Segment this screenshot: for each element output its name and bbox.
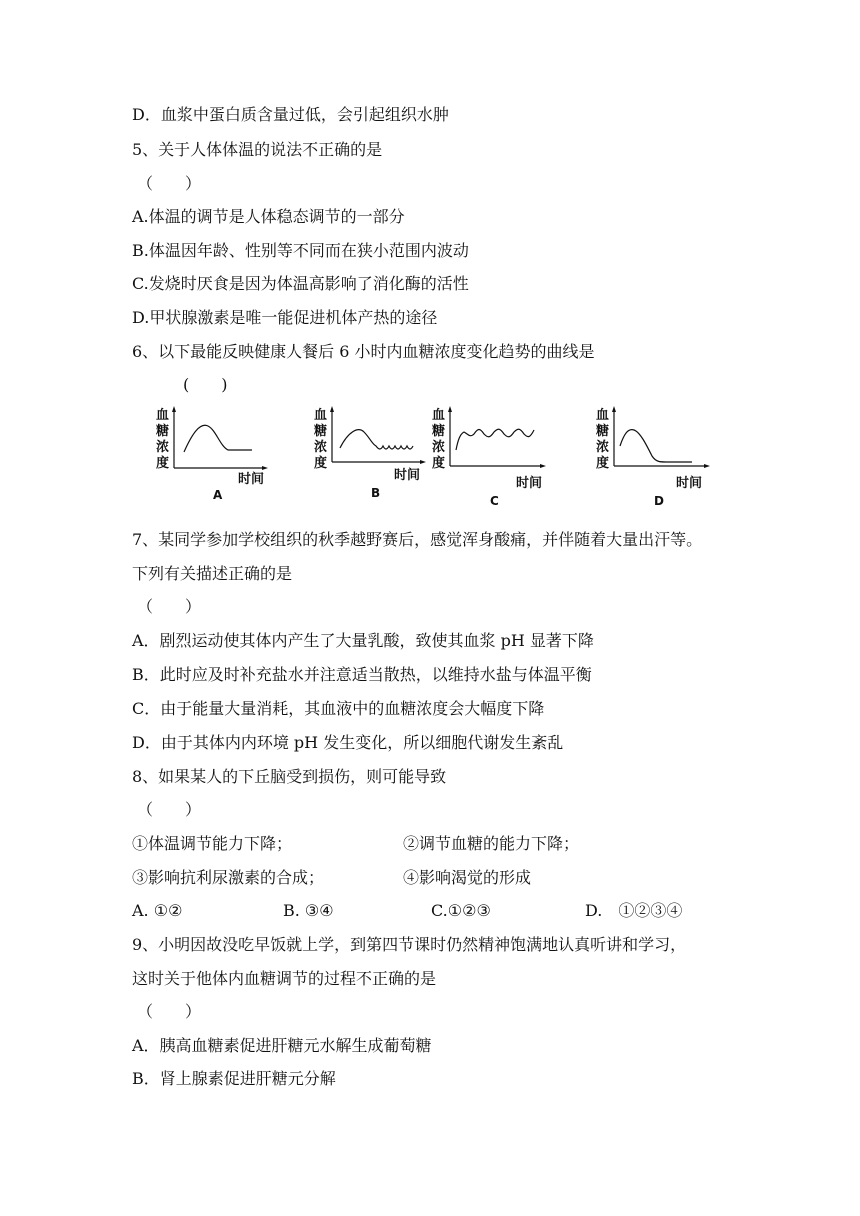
q9-answer-blank: （ ） [137, 1002, 202, 1021]
q7-stem-line1: 7、某同学参加学校组织的秋季越野赛后，感觉浑身酸痛，并伴随着大量出汗等。 [132, 530, 703, 549]
q6-answer-blank: ( ) [183, 375, 228, 394]
q8-stem: 8、如果某人的下丘脑受到损伤，则可能导致 [132, 767, 447, 786]
chart-b-label: B [371, 486, 381, 500]
chart-d-label: D [654, 494, 664, 508]
chart-c-ylabel: 血 糖 浓 度 [432, 408, 446, 471]
chart-d-xlabel: 时间 [676, 476, 703, 491]
q5-stem: 5、关于人体体温的说法不正确的是 [132, 140, 383, 159]
chart-d-curve [620, 430, 692, 462]
chart-d-x-arrow [704, 464, 710, 468]
chart-c-x-arrow [540, 464, 546, 468]
chart-a-y-arrow [172, 406, 176, 412]
chart-c-xlabel: 时间 [516, 476, 543, 491]
q5-option-c: C.发烧时厌食是因为体温高影响了消化酶的活性 [132, 274, 469, 293]
q7-option-c: C．由于能量大量消耗，其血液中的血糖浓度会大幅度下降 [132, 699, 545, 718]
q7-stem-line2: 下列有关描述正确的是 [132, 564, 293, 583]
q8-item-2: ②调节血糖的能力下降； [403, 834, 580, 853]
chart-c-curve [456, 429, 534, 450]
q8-item-1: ①体温调节能力下降； [132, 834, 293, 853]
q9-option-b: B．肾上腺素促进肝糖元分解 [132, 1069, 336, 1088]
q8-option-c: C.①②③ [431, 901, 491, 920]
chart-a-label: A [213, 488, 223, 502]
q8-answer-blank: （ ） [137, 800, 202, 819]
chart-b [314, 404, 434, 514]
q8-option-a: A. ①② [132, 901, 183, 920]
chart-a-curve [184, 425, 252, 452]
chart-d-y-arrow [612, 406, 616, 412]
q8-item-4: ④影响渴觉的形成 [403, 868, 532, 887]
q5-option-d: D.甲状腺激素是唯一能促进机体产热的途径 [132, 308, 438, 327]
q7-answer-blank: （ ） [137, 597, 202, 616]
q6-stem: 6、以下最能反映健康人餐后 6 小时内血糖浓度变化趋势的曲线是 [132, 342, 595, 361]
q8-item-3: ③影响抗利尿激素的合成； [132, 868, 325, 887]
chart-a-xlabel: 时间 [238, 472, 265, 487]
q8-option-d: D. ①②③④ [585, 901, 683, 920]
chart-c-plot [448, 404, 568, 484]
q7-option-b: B．此时应及时补充盐水并注意适当散热，以维持水盐与体温平衡 [132, 665, 592, 684]
q4-option-d: D．血浆中蛋白质含量过低，会引起组织水肿 [132, 105, 449, 124]
chart-b-curve [340, 430, 413, 449]
chart-d-ylabel: 血 糖 浓 度 [596, 408, 610, 471]
chart-b-ylabel: 血 糖 浓 度 [314, 408, 328, 471]
q7-option-a: A．剧烈运动使其体内产生了大量乳酸，致使其血浆 pH 显著下降 [132, 631, 594, 650]
chart-a [156, 404, 276, 514]
q8-option-b: B. ③④ [283, 901, 334, 920]
q9-option-a: A．胰高血糖素促进肝糖元水解生成葡萄糖 [132, 1036, 432, 1055]
q7-option-d: D．由于其体内内环境 pH 发生变化，所以细胞代谢发生紊乱 [132, 733, 564, 752]
chart-c [432, 404, 552, 514]
chart-b-y-arrow [330, 406, 334, 412]
chart-a-ylabel: 血 糖 浓 度 [156, 408, 170, 471]
chart-b-x-arrow [420, 460, 426, 464]
chart-d-plot [612, 404, 732, 484]
q5-option-b: B.体温因年龄、性别等不同而在狭小范围内波动 [132, 241, 469, 260]
chart-a-plot [172, 404, 292, 484]
chart-c-label: C [490, 494, 499, 508]
q5-answer-blank: （ ） [137, 174, 202, 193]
chart-b-xlabel: 时间 [394, 468, 421, 483]
q9-stem-line2: 这时关于他体内血糖调节的过程不正确的是 [132, 969, 437, 988]
chart-c-y-arrow [448, 406, 452, 412]
chart-d [596, 404, 716, 514]
q9-stem-line1: 9、小明因故没吃早饭就上学，到第四节课时仍然精神饱满地认真听讲和学习， [132, 935, 687, 954]
q5-option-a: A.体温的调节是人体稳态调节的一部分 [132, 207, 405, 226]
